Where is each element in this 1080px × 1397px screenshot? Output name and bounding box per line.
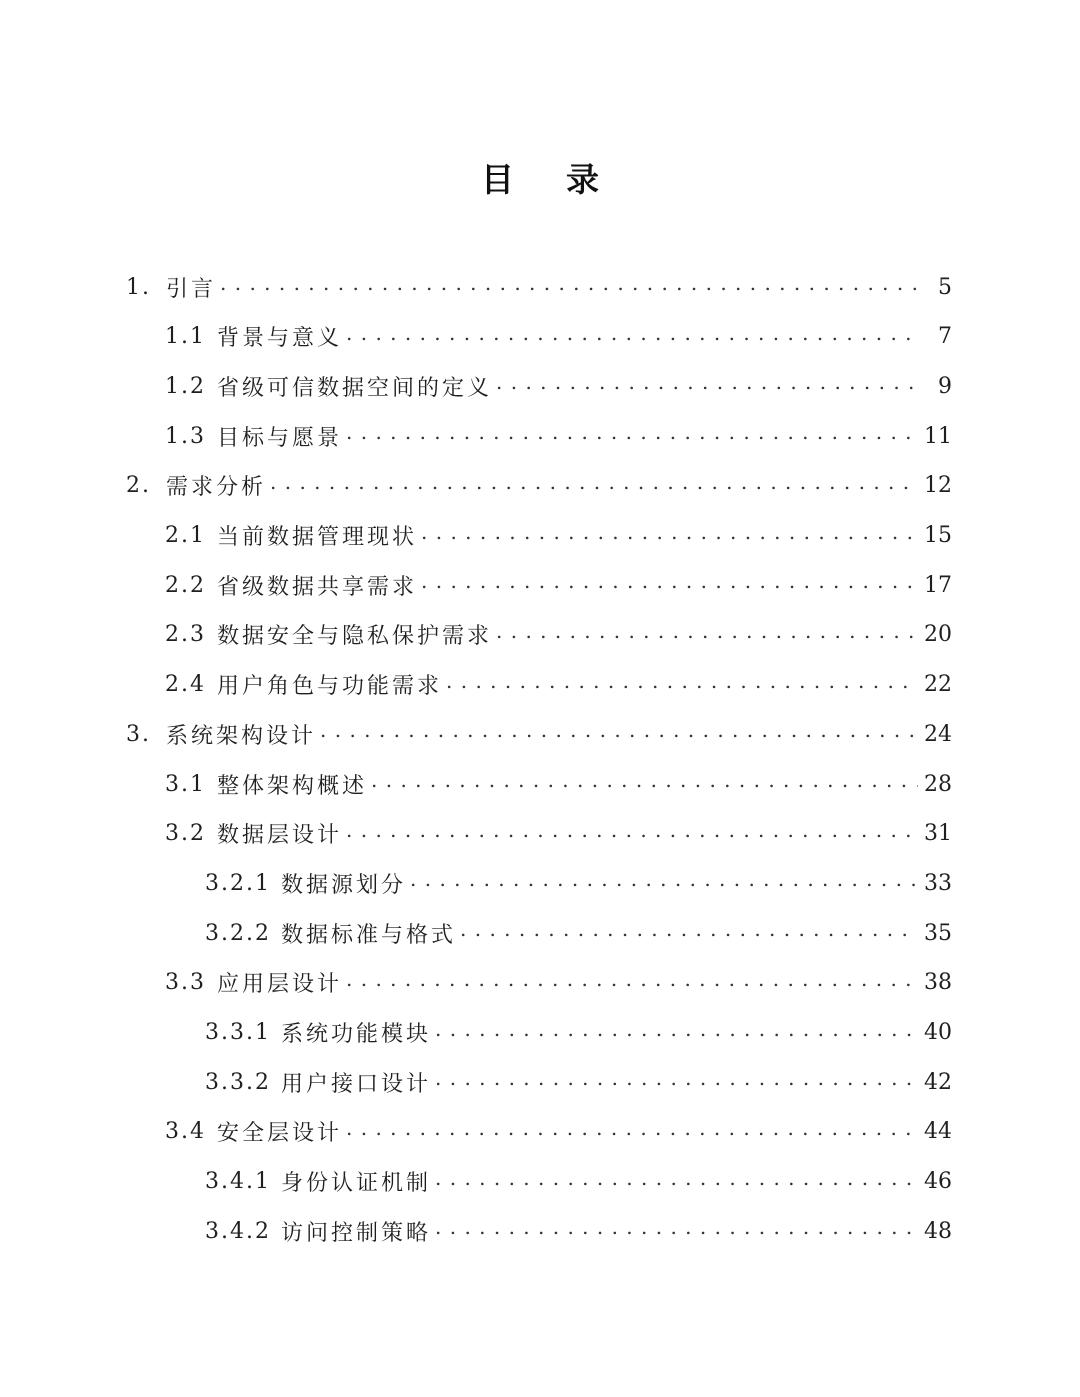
toc-entry-number: 3.2 — [165, 821, 206, 847]
toc-dot-leader — [346, 1120, 918, 1144]
toc-entry-page-number: 42 — [924, 1069, 952, 1095]
toc-entry[interactable] — [205, 1057, 952, 1107]
toc-entry-page-number: 24 — [924, 721, 952, 747]
toc-entry[interactable] — [165, 361, 952, 411]
toc-entry-page-number: 33 — [924, 870, 952, 896]
toc-entry[interactable] — [165, 660, 952, 710]
toc-dot-leader — [496, 374, 920, 398]
toc-dot-leader — [220, 275, 920, 299]
toc-entry-number: 3.3.1 — [205, 1020, 271, 1045]
toc-entry-page-number: 38 — [924, 970, 952, 996]
toc-entry-number: 2.3 — [165, 622, 206, 648]
toc-entry-number: 3.4.2 — [205, 1218, 271, 1244]
toc-dot-leader — [371, 772, 918, 796]
toc-entry-title: 安全层设计 — [217, 1121, 343, 1147]
toc-dot-leader — [446, 673, 918, 697]
toc-dot-leader — [435, 1070, 918, 1094]
toc-entry-page-number: 44 — [924, 1119, 952, 1145]
toc-entry[interactable] — [165, 958, 952, 1008]
toc-entry-number: 1.1 — [165, 324, 206, 350]
toc-dot-leader — [320, 722, 918, 746]
toc-entry-title: 用户角色与功能需求 — [217, 674, 443, 700]
toc-entry-page-number: 35 — [924, 920, 952, 946]
toc-entry[interactable] — [126, 262, 952, 312]
toc-entry-title: 引言 — [166, 276, 217, 302]
toc-entry-title: 用户接口设计 — [281, 1071, 432, 1097]
toc-dot-leader — [435, 1021, 918, 1045]
toc-entry-number: 2.1 — [165, 523, 206, 548]
toc-entry-title: 省级数据共享需求 — [217, 574, 418, 600]
toc-entry-number: 3.3 — [165, 970, 206, 996]
toc-entry-title: 需求分析 — [166, 475, 267, 501]
toc-entry[interactable] — [205, 858, 952, 908]
toc-entry[interactable] — [205, 1008, 952, 1058]
toc-entry-number: 2.4 — [165, 672, 206, 698]
toc-dot-leader — [460, 921, 918, 945]
toc-entry-title: 数据安全与隐私保护需求 — [217, 624, 493, 650]
toc-dot-leader — [346, 424, 918, 448]
toc-entry[interactable] — [165, 1107, 952, 1157]
toc-entry[interactable] — [165, 312, 952, 362]
toc-entry-number: 1. — [126, 274, 151, 300]
toc-entry-title: 访问控制策略 — [281, 1220, 432, 1246]
toc-entry-title: 身份认证机制 — [281, 1171, 432, 1197]
toc-entry-page-number: 22 — [924, 672, 952, 698]
toc-entry[interactable] — [205, 908, 952, 958]
toc-entry[interactable] — [205, 1157, 952, 1207]
toc-entry-page-number: 9 — [938, 373, 952, 399]
toc-entry[interactable] — [165, 560, 952, 610]
toc-dot-leader — [270, 474, 918, 498]
toc-dot-leader — [410, 871, 918, 895]
toc-entry[interactable] — [165, 759, 952, 809]
toc-dot-leader — [346, 822, 918, 846]
toc-entry-page-number: 40 — [924, 1020, 952, 1045]
toc-entry[interactable] — [165, 411, 952, 461]
toc-dot-leader — [435, 1170, 918, 1194]
toc-entry-title: 应用层设计 — [217, 972, 343, 998]
toc-entry-number: 3.4 — [165, 1119, 206, 1145]
toc-entry-page-number: 15 — [924, 523, 952, 548]
toc-entry[interactable] — [126, 709, 952, 759]
toc-entry-page-number: 46 — [924, 1169, 952, 1195]
toc-entry-number: 2. — [126, 473, 151, 499]
toc-entry-title: 系统架构设计 — [166, 723, 317, 749]
toc-entry-page-number: 48 — [924, 1218, 952, 1244]
toc-entry-title: 数据标准与格式 — [281, 922, 457, 948]
toc-entry[interactable] — [205, 1206, 952, 1256]
toc-entry-page-number: 31 — [924, 821, 952, 847]
toc-entry[interactable] — [165, 610, 952, 660]
toc-entry-number: 3.2.1 — [205, 870, 271, 896]
toc-dot-leader — [346, 971, 918, 995]
toc-entry-number: 3. — [126, 721, 151, 747]
toc-entry-title: 整体架构概述 — [217, 773, 368, 799]
toc-entry-page-number: 17 — [924, 572, 952, 598]
toc-entry-title: 省级可信数据空间的定义 — [217, 375, 493, 401]
toc-entry-title: 系统功能模块 — [281, 1022, 432, 1047]
toc-entry-title: 数据源划分 — [281, 872, 407, 898]
toc-entry-number: 2.2 — [165, 572, 206, 598]
toc-entry-number: 1.3 — [165, 423, 206, 449]
toc-entry-page-number: 12 — [924, 473, 952, 499]
toc-entry-number: 3.3.2 — [205, 1069, 271, 1095]
toc-entry-title: 数据层设计 — [217, 823, 343, 849]
toc-entry-page-number: 7 — [938, 324, 952, 350]
toc-entry-number: 3.2.2 — [205, 920, 271, 946]
toc-entry-title: 目标与愿景 — [217, 425, 343, 451]
toc-entry-number: 1.2 — [165, 373, 206, 399]
toc-dot-leader — [421, 573, 918, 597]
page-title: 目录 — [481, 160, 651, 199]
toc-entry[interactable] — [165, 511, 952, 561]
toc-entry-page-number: 28 — [924, 771, 952, 797]
toc-dot-leader — [421, 524, 918, 548]
toc-entry-title: 当前数据管理现状 — [217, 525, 418, 550]
toc-entry-number: 3.4.1 — [205, 1169, 271, 1195]
toc-dot-leader — [346, 325, 920, 349]
toc-entry-page-number: 11 — [924, 423, 952, 449]
toc-entry-title: 背景与意义 — [217, 326, 343, 352]
toc-entry-page-number: 20 — [924, 622, 952, 648]
toc-dot-leader — [435, 1219, 918, 1243]
toc-entry-number: 3.1 — [165, 771, 206, 797]
toc-entry-page-number: 5 — [938, 274, 952, 300]
toc-entry[interactable] — [165, 809, 952, 859]
toc-entry[interactable] — [126, 461, 952, 511]
toc-dot-leader — [496, 623, 918, 647]
